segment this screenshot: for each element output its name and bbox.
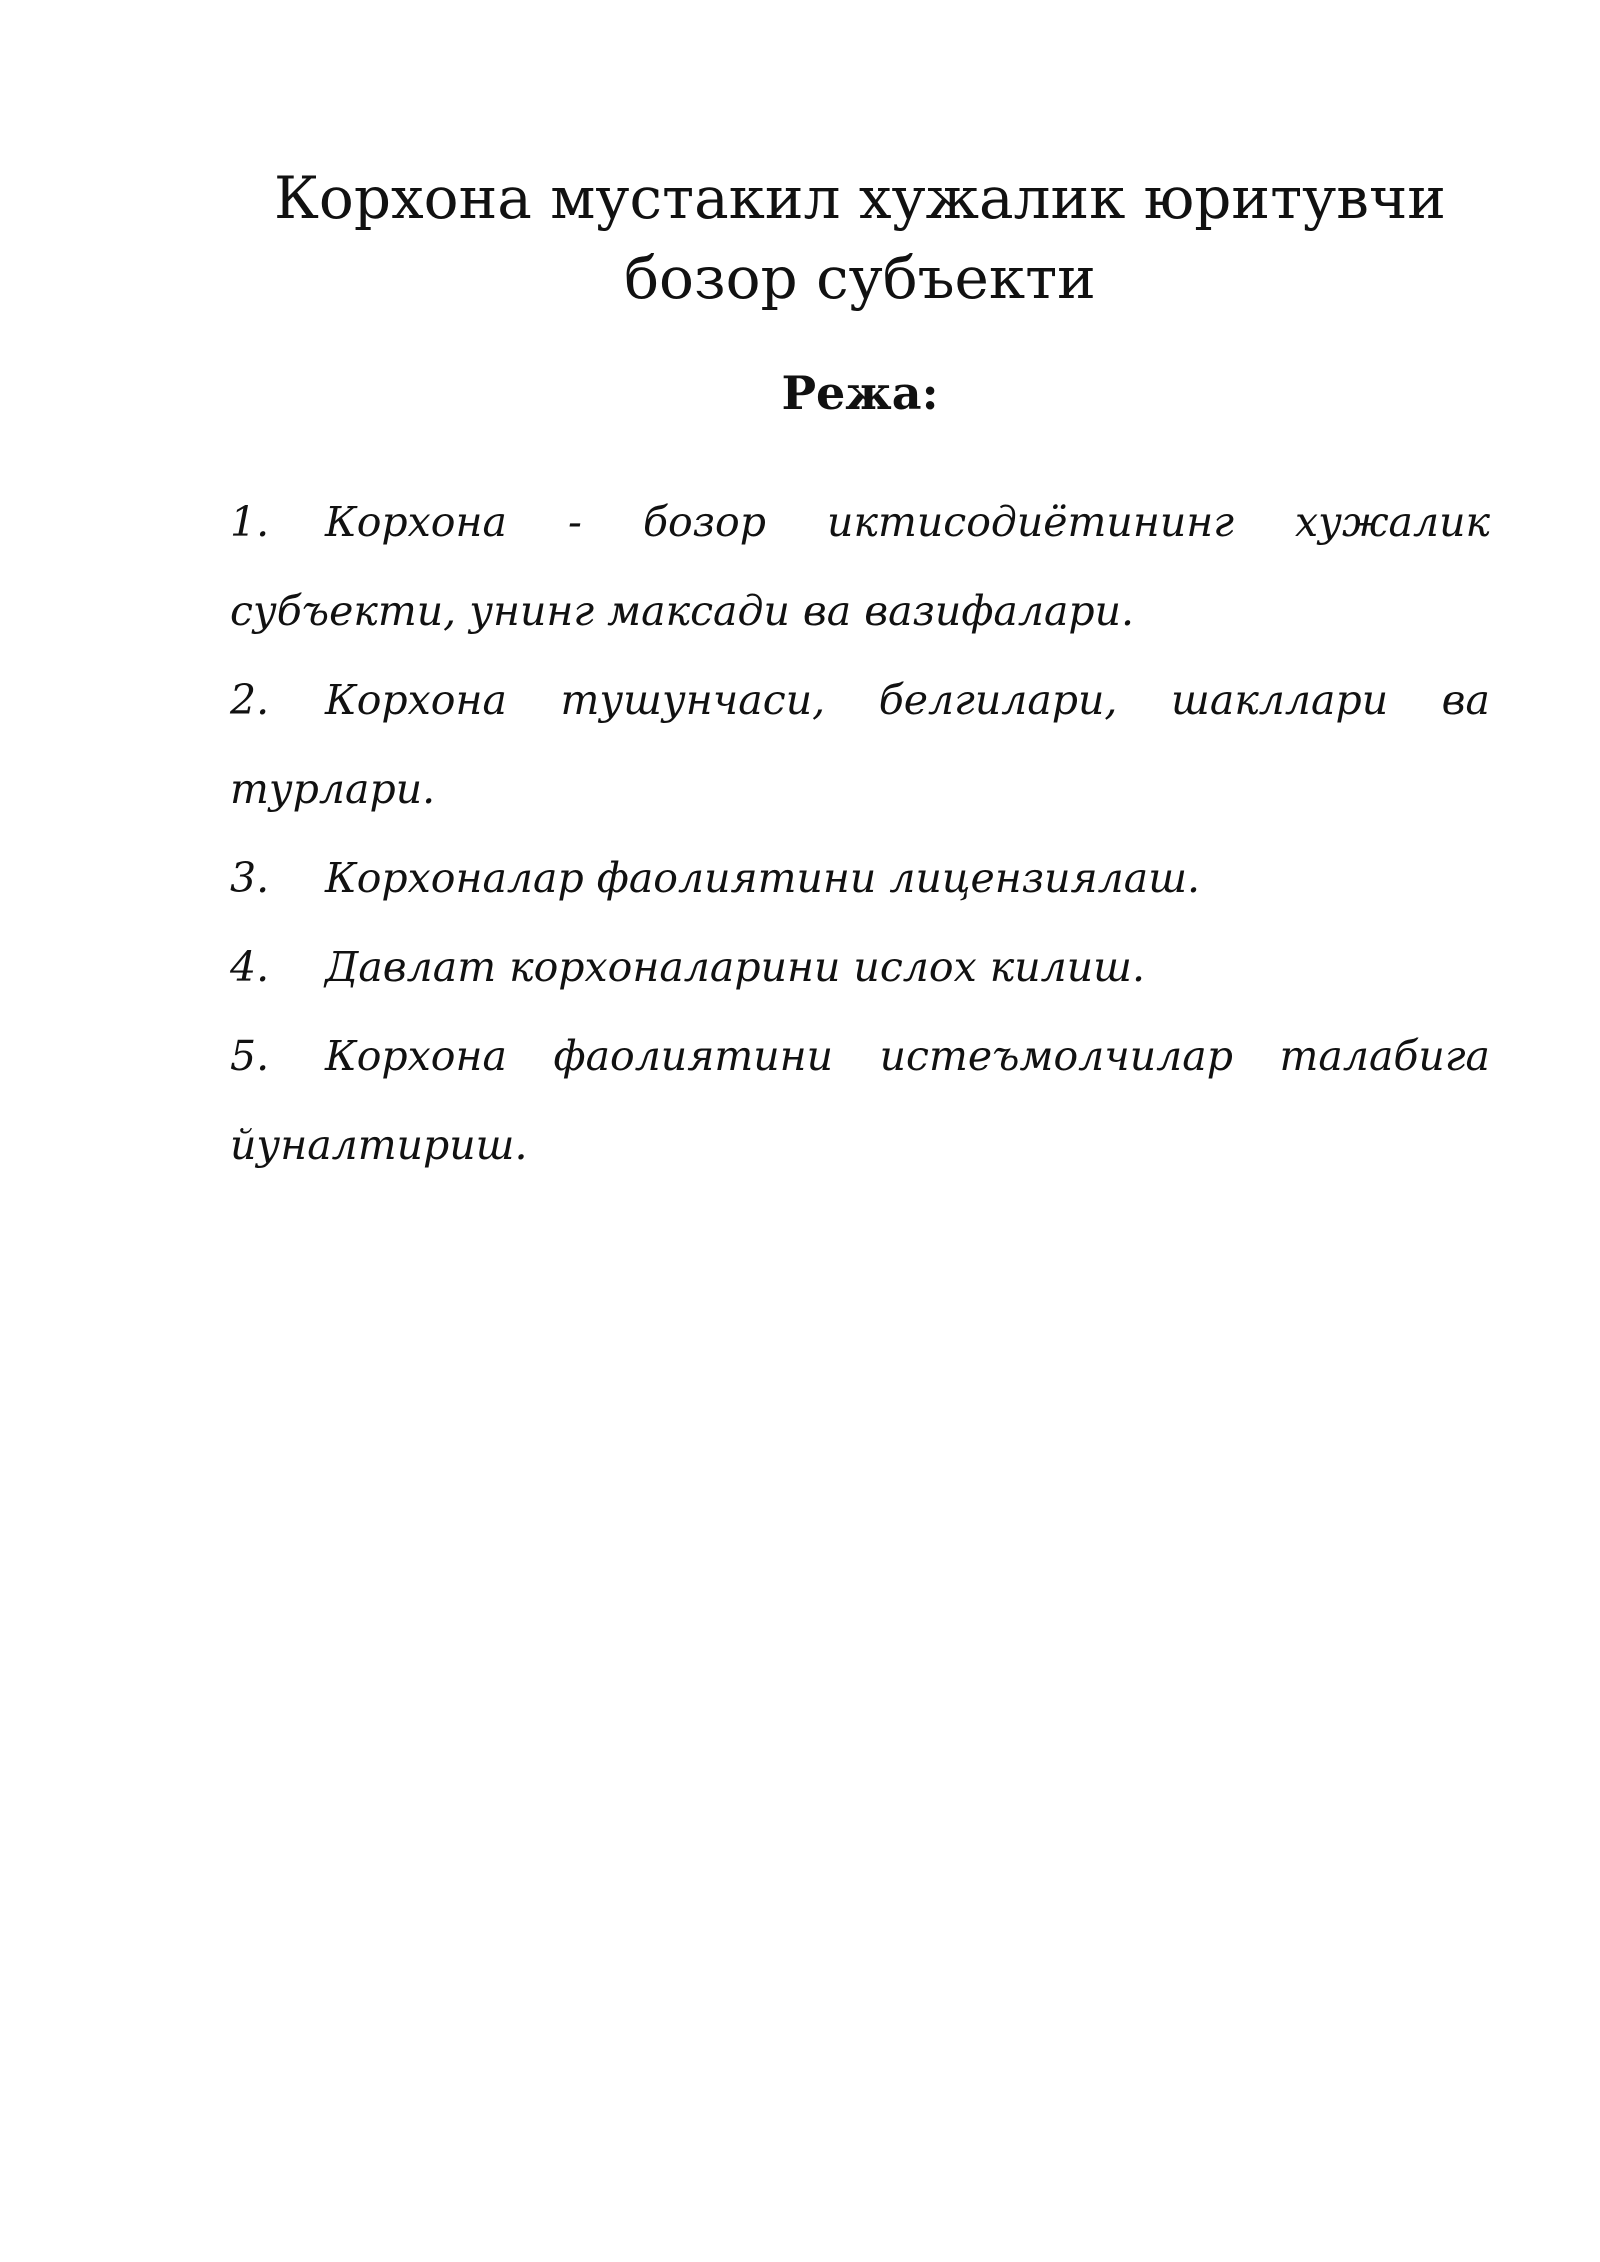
plan-item-number: 5. <box>230 1032 270 1080</box>
plan-heading: Режа: <box>781 366 939 420</box>
plan-item-number: 4. <box>230 943 270 991</box>
plan-item-2 <box>230 656 1490 834</box>
plan-item-4 <box>230 923 1490 1012</box>
plan-item-3 <box>230 834 1490 923</box>
plan-item-text: Корхоналар фаолиятини лицензиялаш. <box>325 854 1201 902</box>
page-title <box>230 158 1490 318</box>
plan-item-text: Корхона тушунчаси, белгилари, шакллари ва турлари. <box>230 676 1490 813</box>
plan-item-number: 1. <box>230 498 270 546</box>
plan-item-5 <box>230 1012 1490 1190</box>
page-title-line-1: Корхона мустакил хужалик юритувчи <box>274 164 1446 232</box>
plan-item-number: 2. <box>230 676 270 724</box>
plan-list <box>230 478 1490 1190</box>
plan-item-text: Корхона фаолиятини истеъмолчилар талабига йуналтириш. <box>230 1032 1490 1169</box>
plan-item-1 <box>230 478 1490 656</box>
page-title-line-2: бозор субъекти <box>624 244 1096 312</box>
plan-item-number: 3. <box>230 854 270 902</box>
plan-item-text: Корхона - бозор иктисодиётининг хужалик субъекти, унинг максади ва вазифалари. <box>230 498 1490 635</box>
plan-item-text: Давлат корхоналарини ислох килиш. <box>325 943 1145 991</box>
